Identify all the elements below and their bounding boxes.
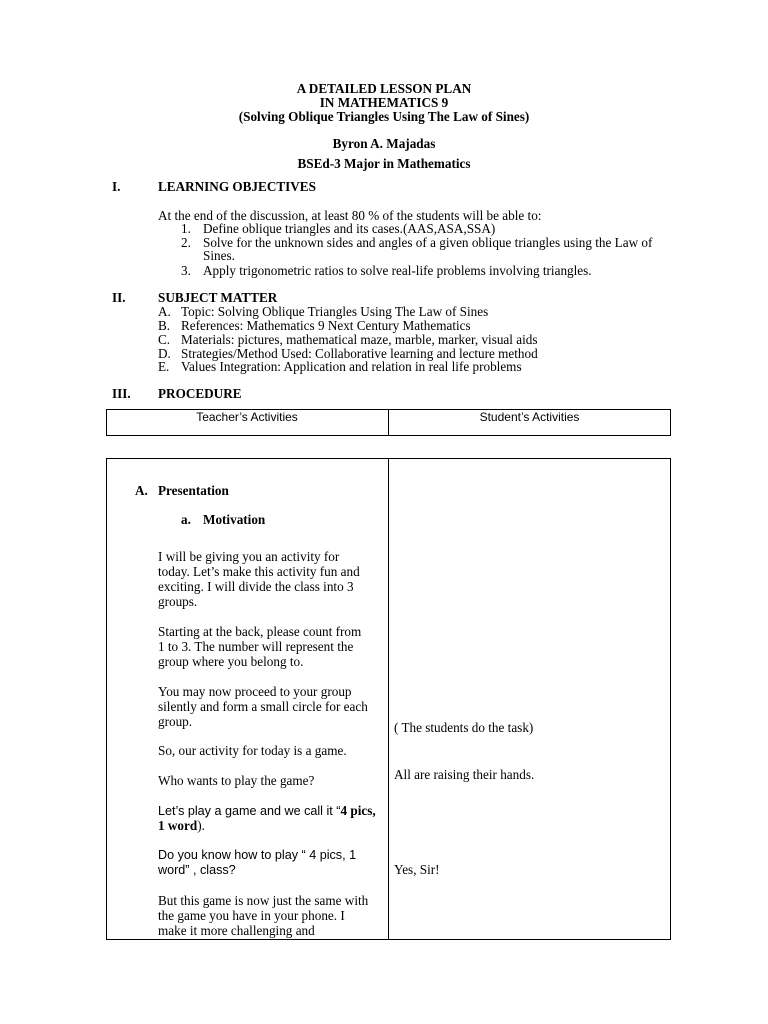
teacher-text: groups. <box>158 594 198 609</box>
objective-item-continued: Sines. <box>203 248 235 263</box>
teacher-text: 1 to 3. The number will represent the <box>158 639 354 654</box>
section-title: LEARNING OBJECTIVES <box>158 179 316 194</box>
list-number: 1. <box>181 221 191 236</box>
doc-subtitle: (Solving Oblique Triangles Using The Law of Sines) <box>238 109 530 124</box>
teacher-text: make it more challenging and <box>158 923 315 938</box>
list-letter: E. <box>158 359 170 374</box>
list-letter: D. <box>158 346 171 361</box>
doc-title-line1: A DETAILED LESSON PLAN <box>296 81 472 96</box>
presentation-heading: Presentation <box>158 483 229 498</box>
teacher-text: silently and form a small circle for each <box>158 699 368 714</box>
section-number: II. <box>112 290 126 305</box>
objectives-intro: At the end of the discussion, at least 80 % of the students will be able to: <box>158 208 542 223</box>
teacher-text: Starting at the back, please count from <box>158 624 362 639</box>
teacher-text: So, our activity for today is a game. <box>158 743 347 758</box>
teacher-text: You may now proceed to your group <box>158 684 352 699</box>
author-name: Byron A. Majadas <box>332 136 436 151</box>
game-name-part1: 4 pics, <box>340 803 376 818</box>
section-title: PROCEDURE <box>158 386 242 401</box>
teacher-text-game-intro <box>158 803 376 819</box>
teacher-text: today. Let’s make this activity fun and <box>158 564 360 579</box>
teacher-text: But this game is now just the same with <box>158 893 369 908</box>
subject-item: Materials: pictures, mathematical maze, marble, marker, visual aids <box>181 332 538 347</box>
section-title: SUBJECT MATTER <box>158 290 278 305</box>
teacher-text: the game you have in your phone. I <box>158 908 345 923</box>
objective-item: Define oblique triangles and its cases.(AAS,ASA,SSA) <box>203 221 496 236</box>
student-response: ( The students do the task) <box>394 720 534 735</box>
subject-item: Values Integration: Application and relation in real life problems <box>181 359 522 374</box>
objective-item: Apply trigonometric ratios to solve real-life problems involving triangles. <box>203 263 592 278</box>
game-intro-end: ). <box>197 818 205 833</box>
section-number: I. <box>112 179 121 194</box>
game-intro-text: Let’s play a game and we call it “ <box>158 804 341 818</box>
list-number: 2. <box>181 235 191 250</box>
list-letter: C. <box>158 332 171 347</box>
student-response: All are raising their hands. <box>394 767 535 782</box>
objective-item: Solve for the unknown sides and angles of a given oblique triangles using the Law of <box>203 235 653 250</box>
game-name-part2: 1 word <box>158 818 198 833</box>
teacher-text: Do you know how to play “ 4 pics, 1 <box>158 848 357 862</box>
teacher-text: word” , class? <box>158 863 236 877</box>
subject-item: Strategies/Method Used: Collaborative learning and lecture method <box>181 346 538 361</box>
subject-item: Topic: Solving Oblique Triangles Using The Law of Sines <box>181 304 489 319</box>
motivation-heading: Motivation <box>203 512 266 527</box>
list-letter: B. <box>158 318 171 333</box>
teacher-text: I will be giving you an activity for <box>158 549 340 564</box>
doc-title-line2: IN MATHEMATICS 9 <box>319 95 449 110</box>
subject-item: References: Mathematics 9 Next Century Mathematics <box>181 318 471 333</box>
list-number: 3. <box>181 263 191 278</box>
student-activities-header: Student’s Activities <box>479 410 580 424</box>
teacher-text: Who wants to play the game? <box>158 773 315 788</box>
column-divider <box>388 458 389 940</box>
course-info: BSEd-3 Major in Mathematics <box>297 156 471 171</box>
list-letter: a. <box>181 512 191 527</box>
teacher-text-game-intro-continued <box>158 818 205 833</box>
teacher-activities-header: Teacher’s Activities <box>196 410 298 424</box>
list-letter: A. <box>135 483 148 498</box>
student-response: Yes, Sir! <box>394 862 440 877</box>
section-number: III. <box>112 386 131 401</box>
teacher-text: group. <box>158 714 193 729</box>
teacher-text: group where you belong to. <box>158 654 304 669</box>
list-letter: A. <box>158 304 171 319</box>
teacher-text: exciting. I will divide the class into 3 <box>158 579 354 594</box>
